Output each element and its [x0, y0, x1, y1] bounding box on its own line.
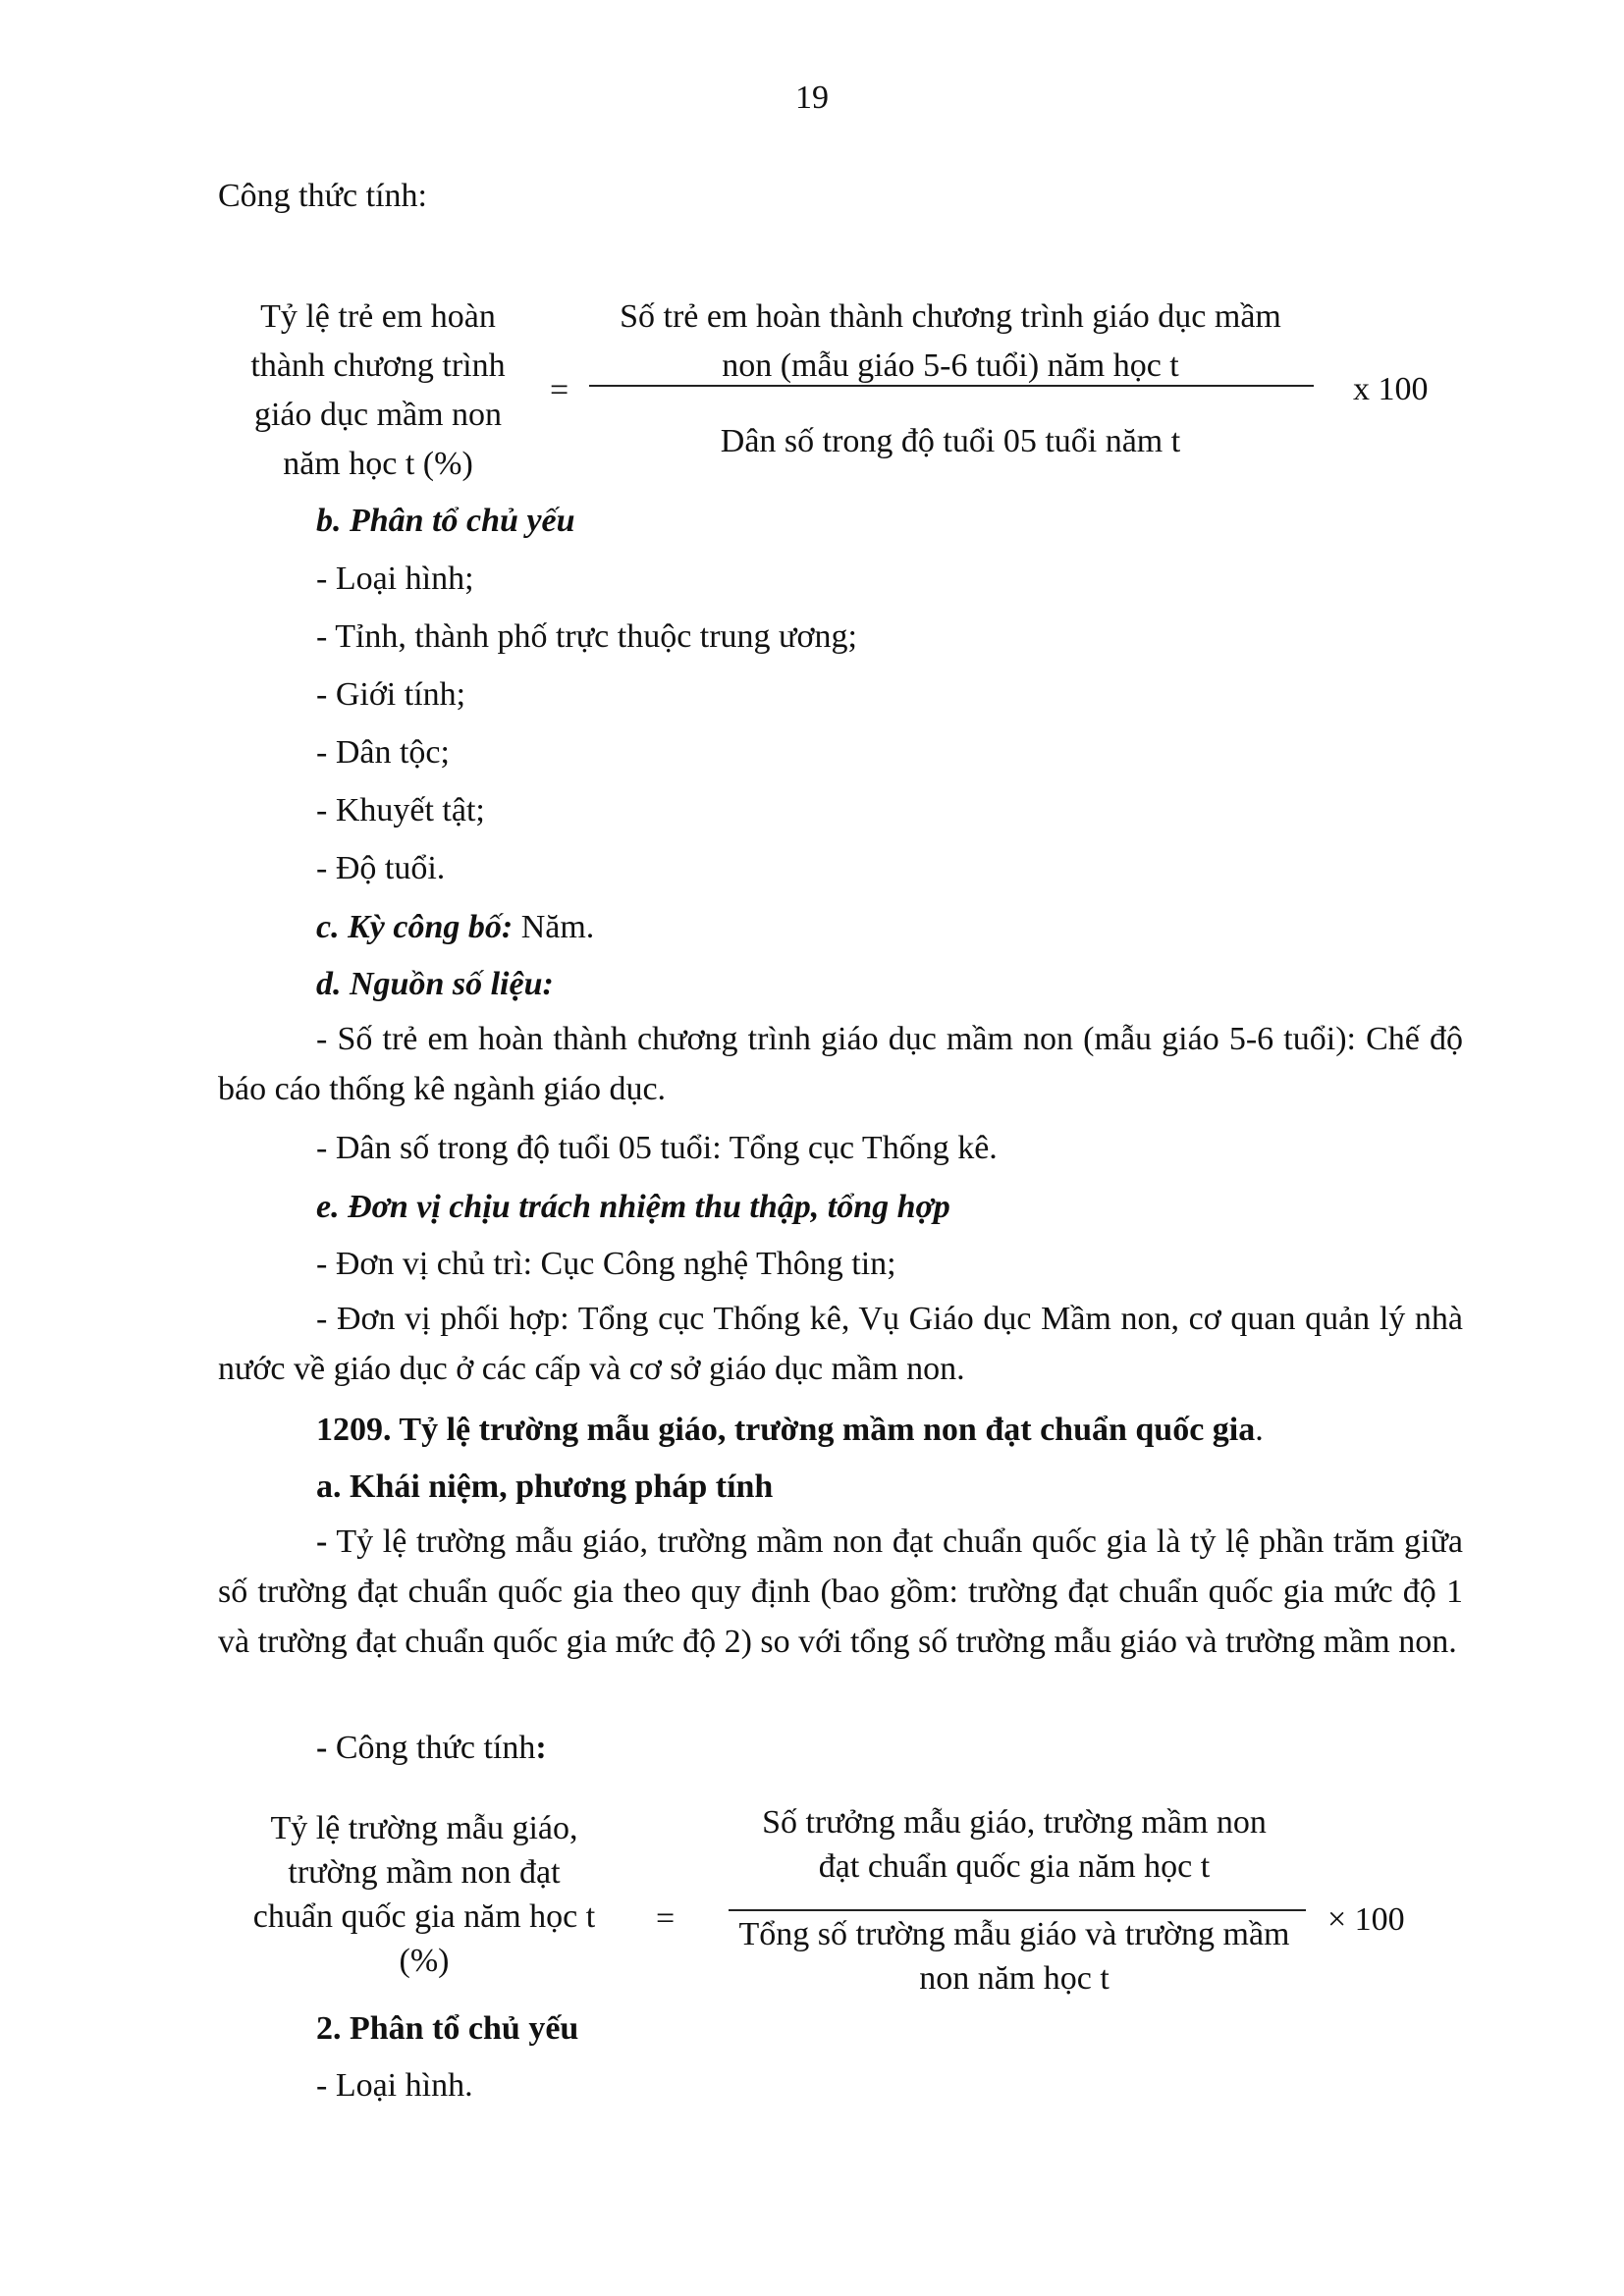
formula2-lhs-line: trường mầm non đạt [288, 1854, 561, 1891]
list-item: - Dân tộc; [316, 734, 450, 771]
section-c-heading: c. Kỳ công bố: [316, 909, 514, 945]
formula2-denominator-line: non năm học t [919, 1960, 1110, 1997]
formula1-lhs-line: thành chương trình [250, 347, 506, 384]
section-d-paragraph: - Dân số trong độ tuổi 05 tuổi: Tổng cục Thống kê. [316, 1130, 998, 1166]
formula1-denominator: Dân số trong độ tuổi 05 tuổi năm t [720, 423, 1181, 459]
formula1-lhs [216, 293, 540, 489]
section-e-paragraph: - Đơn vị phối hợp: Tổng cục Thống kê, Vụ Giáo dục Mầm non, cơ quan quản lý nhà nước về giáo dục ở các cấp và cơ sở giáo dục mầm non. [218, 1301, 1463, 1387]
list-item: - Loại hình. [316, 2067, 473, 2104]
formula-label-text: Công thức tính [327, 1730, 536, 1766]
definition-text: Tỷ lệ trường mẫu giáo, trường mầm non đạt chuẩn quốc gia là tỷ lệ phần trăm giữa số trường đạt chuẩn quốc gia theo quy định (bao gồm: trường đạt chuẩn quốc gia mức độ 1 và trường đạt chuẩn quốc gia mức độ 2) so với tổng số trường mẫu giáo và trường mầm non. [218, 1523, 1463, 1660]
formula1-lhs-line: giáo dục mầm non [253, 397, 503, 433]
indicator-1209-title: 1209. Tỷ lệ trường mẫu giáo, trường mầm non đạt chuẩn quốc gia [316, 1412, 1256, 1448]
formula2-lhs-line: (%) [399, 1943, 450, 1979]
list-item: - Tỉnh, thành phố trực thuộc trung ương; [316, 618, 857, 655]
formula1-multiplier: x 100 [1353, 371, 1429, 407]
indicator-1209-definition [218, 1517, 1463, 1667]
formula-label-colon: : [535, 1730, 547, 1766]
formula2-lhs-line: chuẩn quốc gia năm học t [252, 1898, 596, 1935]
formula2-multiplier: × 100 [1327, 1901, 1405, 1938]
formula2-numerator [725, 1800, 1304, 1889]
formula1-numerator [587, 293, 1314, 391]
page-number: 19 [795, 80, 829, 116]
formula2-lhs [218, 1806, 630, 1983]
formula1-lhs-line: Tỷ lệ trẻ em hoàn [260, 298, 496, 335]
indicator-1209-formula-label [316, 1729, 547, 1768]
list-item: - Độ tuổi. [316, 850, 446, 886]
section-e-paragraph: - Đơn vị chủ trì: Cục Công nghệ Thông tin; [316, 1246, 896, 1282]
section-d-heading: d. Nguồn số liệu: [316, 966, 554, 1002]
formula1-numerator-line: Số trẻ em hoàn thành chương trình giáo dục mầm [620, 298, 1281, 335]
list-item: - Giới tính; [316, 676, 466, 713]
formula2-numerator-line: đạt chuẩn quốc gia năm học t [818, 1848, 1211, 1885]
formula2-numerator-line: Số trưởng mẫu giáo, trường mầm non [762, 1804, 1267, 1841]
formula1-equals: = [550, 372, 569, 408]
list-item: - Loại hình; [316, 561, 474, 597]
definition-dash: - [316, 1523, 328, 1560]
formula-intro: Công thức tính: [218, 178, 427, 214]
formula-label-dash: - [316, 1730, 328, 1766]
formula2-fraction-bar [729, 1909, 1306, 1911]
list-item: - Khuyết tật; [316, 792, 485, 828]
indicator-1209-title-period: . [1255, 1412, 1264, 1448]
indicator-1209-heading [316, 1411, 1264, 1450]
formula2-lhs-line: Tỷ lệ trường mẫu giáo, [270, 1810, 578, 1846]
section-d-paragraph: - Số trẻ em hoàn thành chương trình giáo dục mầm non (mẫu giáo 5-6 tuổi): Chế độ báo cáo thống kê ngành giáo dục. [218, 1021, 1463, 1107]
indicator-1209-subheading: a. Khái niệm, phương pháp tính [316, 1468, 774, 1505]
formula2-equals: = [656, 1900, 676, 1937]
section-c-value: Năm. [513, 909, 595, 945]
section-e-heading: e. Đơn vị chịu trách nhiệm thu thập, tổng hợp [316, 1189, 950, 1225]
section-2-heading: 2. Phân tổ chủ yếu [316, 2010, 579, 2047]
formula2-denominator-line: Tổng số trường mẫu giáo và trường mầm [738, 1916, 1290, 1952]
formula1-numerator-line: non (mẫu giáo 5-6 tuổi) năm học t [722, 347, 1179, 384]
section-b-heading: b. Phân tổ chủ yếu [316, 503, 575, 539]
formula1-lhs-line: năm học t (%) [283, 446, 473, 482]
formula2-denominator [725, 1912, 1304, 2001]
formula1-fraction-bar [589, 385, 1314, 387]
section-c [316, 908, 594, 947]
